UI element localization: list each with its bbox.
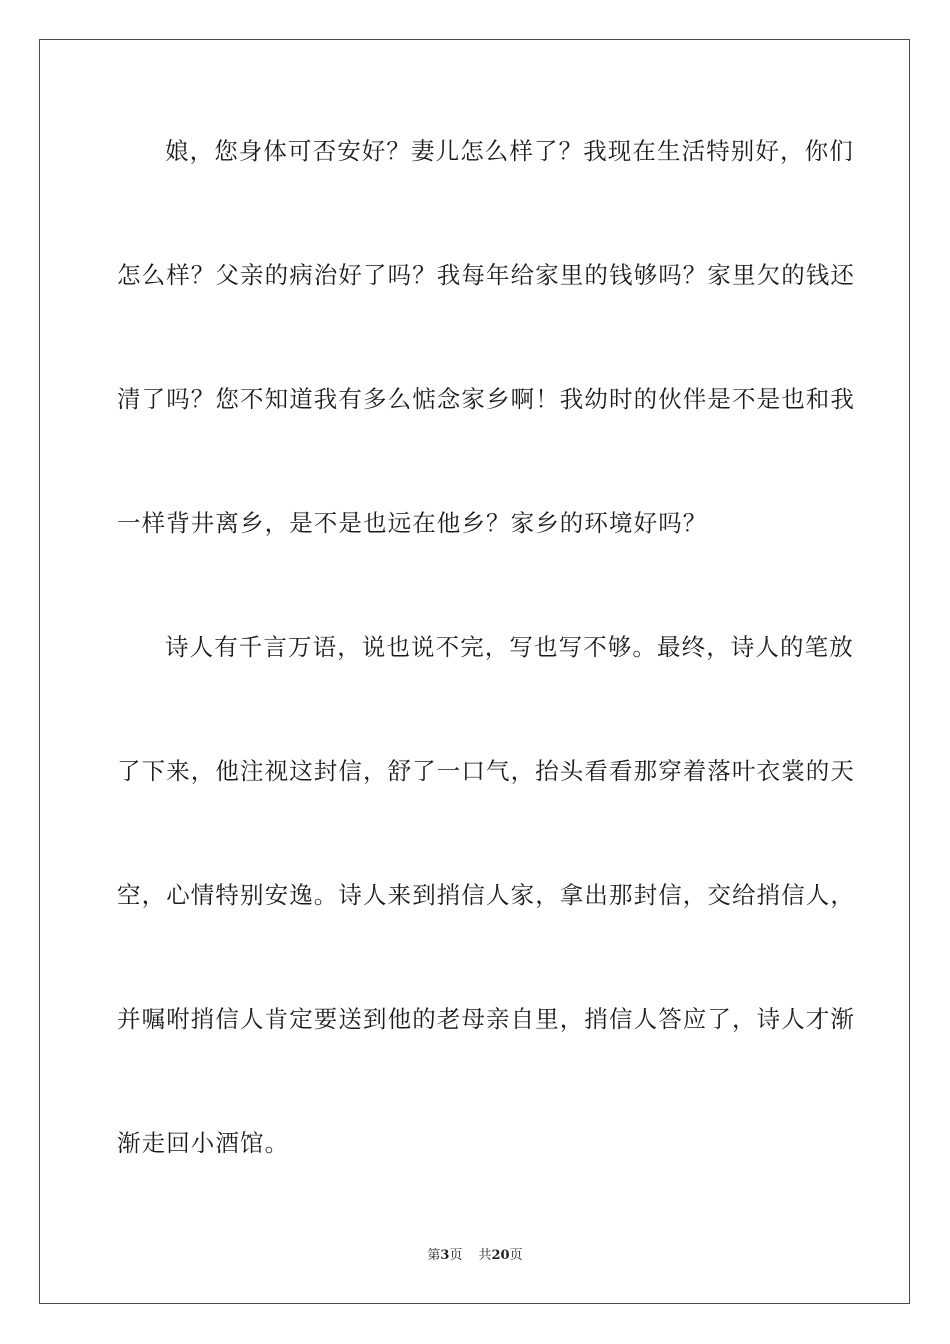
paragraph-1-line-2: 怎么样？父亲的病治好了吗？我每年给家里的钱够吗？家里欠的钱还 [117, 261, 855, 289]
footer-page-number: 3 [440, 1248, 450, 1263]
paragraph-1-line-3: 清了吗？您不知道我有多么惦念家乡啊！我幼时的伙伴是不是也和我 [117, 385, 855, 413]
footer-total-prefix: 共 [478, 1248, 492, 1263]
paragraph-2-line-4: 并嘱咐捎信人肯定要送到他的老母亲自里，捎信人答应了，诗人才渐 [117, 1005, 855, 1033]
footer-total-suffix: 页 [509, 1248, 523, 1263]
paragraph-2-line-1: 诗人有千言万语，说也说不完，写也写不够。最终，诗人的笔放 [165, 633, 854, 661]
page-footer [0, 1247, 950, 1265]
paragraph-2-line-2: 了下来，他注视这封信，舒了一口气，抬头看看那穿着落叶衣裳的天 [117, 757, 855, 785]
paragraph-1-line-4: 一样背井离乡，是不是也远在他乡？家乡的环境好吗？ [117, 509, 708, 537]
footer-page-prefix: 第 [427, 1248, 441, 1263]
page-border [39, 39, 910, 1304]
footer-page-suffix: 页 [449, 1248, 463, 1263]
paragraph-2-line-3: 空，心情特别安逸。诗人来到捎信人家，拿出那封信，交给捎信人， [117, 881, 855, 909]
paragraph-1-line-1: 娘，您身体可否安好？妻儿怎么样了？我现在生活特别好，你们 [165, 137, 854, 165]
footer-total-number: 20 [491, 1248, 510, 1263]
paragraph-2-line-5: 渐走回小酒馆。 [117, 1129, 290, 1157]
